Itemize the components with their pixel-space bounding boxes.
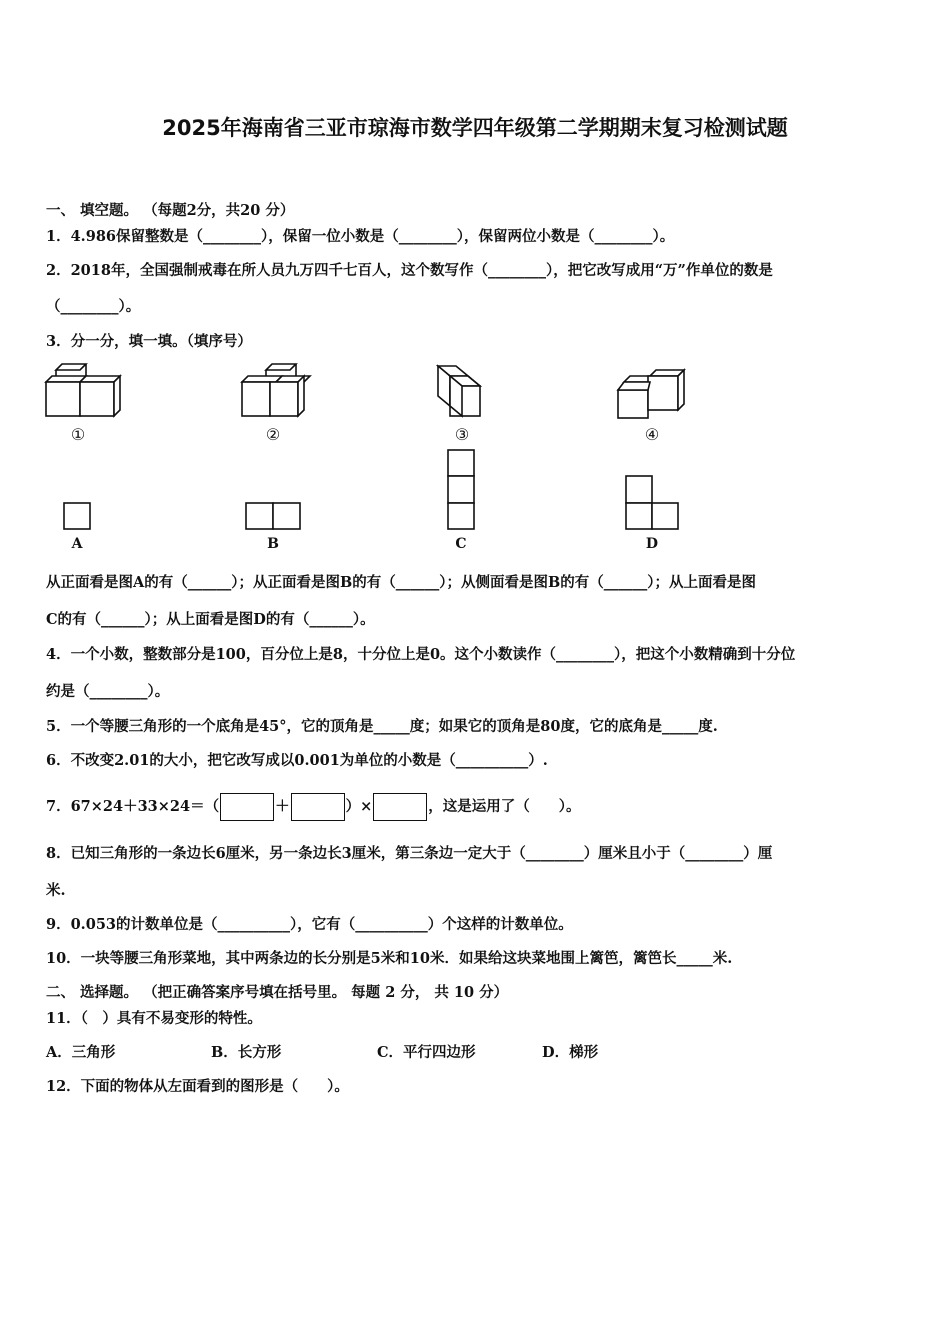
question-7-suffix: ，这是运用了（ ）。 <box>428 798 581 815</box>
shape-2-figure <box>242 364 310 416</box>
view-c-figure <box>448 450 474 529</box>
section-2-heading: 二、 选择题。 （把正确答案序号填在括号里。 每题 2 分， 共 10 分） <box>46 984 509 1001</box>
question-11: 11．（ ）具有不易变形的特性。 <box>46 1010 262 1027</box>
page-title: 2025年海南省三亚市琼海市数学四年级第二学期期末复习检测试题 <box>162 116 788 140</box>
view-b-figure <box>246 503 300 529</box>
shape-3-figure <box>438 366 480 416</box>
shape-4-label: ④ <box>644 425 660 444</box>
question-11-option-b[interactable]: B．长方形 <box>211 1044 282 1061</box>
question-11-option-a[interactable]: A．三角形 <box>46 1044 116 1061</box>
question-3-line-2: C的有（______）；从上面看是图D的有（______）。 <box>46 611 375 628</box>
question-2-line-2: （________）。 <box>46 298 141 315</box>
answer-box-1[interactable] <box>220 793 274 821</box>
question-4-line-1: 4．一个小数，整数部分是100，百分位上是8，十分位上是0。这个小数读作（________），把这个小数精确到十分位 <box>46 646 796 663</box>
question-11-option-c[interactable]: C．平行四边形 <box>377 1044 476 1061</box>
shape-3-label: ③ <box>454 425 470 444</box>
question-2-line-1: 2．2018年，全国强制戒毒在所人员九万四千七百人，这个数写作（________），把它改写成用“万”作单位的数是 <box>46 262 773 279</box>
question-3-figure <box>40 360 720 560</box>
view-a-figure <box>64 503 90 529</box>
answer-box-2[interactable] <box>291 793 345 821</box>
shape-2-label: ② <box>265 425 281 444</box>
question-8-line-1: 8．已知三角形的一条边长6厘米，另一条边长3厘米，第三条边一定大于（________）厘米且小于（________）厘 <box>46 845 773 862</box>
view-d-figure <box>626 476 678 529</box>
shape-1-label: ① <box>70 425 86 444</box>
view-b-label: B <box>267 536 279 552</box>
section-1-heading: 一、 填空题。 （每题2分，共20 分） <box>46 202 295 219</box>
question-7-prefix: 7．67×24＋33×24＝（ <box>46 798 220 815</box>
view-a-label: A <box>71 536 83 552</box>
shape-1-figure <box>46 364 120 416</box>
view-d-label: D <box>645 536 659 552</box>
question-3-line-1: 从正面看是图A的有（______）；从正面看是图B的有（______）；从侧面看是图B的有（______）；从上面看是图 <box>46 574 757 591</box>
question-10: 10．一块等腰三角形菜地，其中两条边的长分别是5米和10米．如果给这块菜地围上篱笆，篱笆长_____米. <box>46 950 733 967</box>
answer-box-3[interactable] <box>373 793 427 821</box>
shape-4-figure <box>618 370 684 418</box>
view-c-label: C <box>455 536 467 552</box>
question-12: 12．下面的物体从左面看到的图形是（ ）。 <box>46 1078 349 1095</box>
question-5: 5．一个等腰三角形的一个底角是45°，它的顶角是_____度；如果它的顶角是80度，它的底角是_____度. <box>46 718 718 735</box>
question-7 <box>46 793 581 821</box>
question-9: 9．0.053的计数单位是（__________），它有（__________）个这样的计数单位。 <box>46 916 573 933</box>
question-6: 6．不改变2.01的大小，把它改写成以0.001为单位的小数是（__________）. <box>46 752 548 769</box>
question-3: 3．分一分，填一填。（填序号） <box>46 333 252 350</box>
question-8-line-2: 米. <box>46 882 66 899</box>
question-7-plus: ＋ <box>275 798 290 815</box>
question-1: 1．4.986保留整数是（________），保留一位小数是（________），保留两位小数是（________）。 <box>46 228 675 245</box>
question-7-times: ）× <box>345 798 373 815</box>
question-11-option-d[interactable]: D．梯形 <box>542 1044 599 1061</box>
question-4-line-2: 约是（________）。 <box>46 683 170 700</box>
